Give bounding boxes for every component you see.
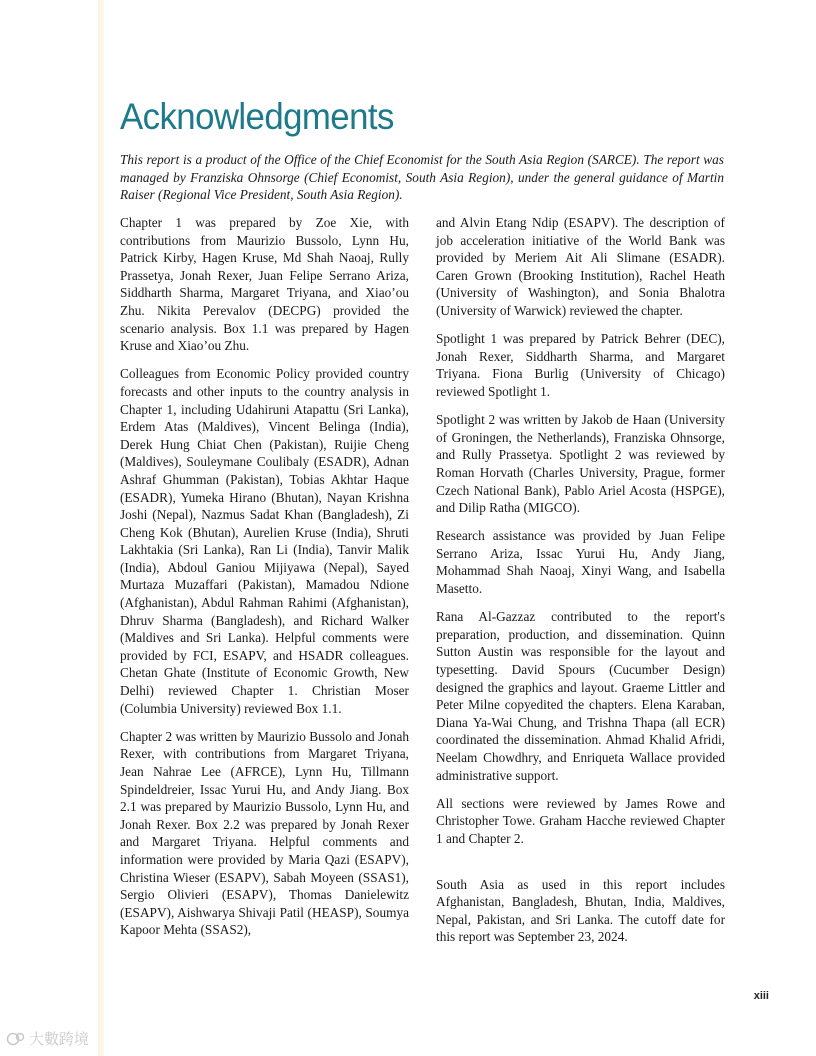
paragraph-spotlight-2: Spotlight 2 was written by Jakob de Haan (University of Groningen, the Netherlands), Franziska Ohnsorge, and Rully Prassetya. Spotlight 2 was reviewed by Roman Horvath (Charles University, Prague, former Czech National Bank), Pablo Ariel Acosta (HSPGE), and Dilip Ratha (MIGCO). [436, 412, 725, 516]
paragraph-production: Rana Al-Gazzaz contributed to the report's preparation, production, and dissemination. Quinn Sutton Austin was responsible for the layout and typesetting. David Spours (Cucumber Design) designed the graphics and layout. Graeme Littler and Peter Milne copyedited the chapters. Elena Karaban, Diana Ya-Wai Chung, and Trishna Thapa (all ECR) coordinated the dissemination. Ahmad Khalid Afridi, Neelam Chowdhry, and Enriqueta Wallace provided administrative support. [436, 609, 725, 783]
watermark-text: 大數跨境 [29, 1030, 90, 1048]
paragraph-research-assistance: Research assistance was provided by Juan Felipe Serrano Ariza, Issac Yurui Hu, Andy Jiang, Mohammad Shah Naoaj, Xinyi Wang, and Isabella Masetto. [436, 528, 725, 597]
watermark-logo-icon [6, 1031, 26, 1047]
paragraph-reviewers: All sections were reviewed by James Rowe and Christopher Towe. Graham Hacche reviewed Chapter 1 and Chapter 2. [436, 795, 725, 846]
paragraph-chapter-1: Chapter 1 was prepared by Zoe Xie, with contributions from Maurizio Bussolo, Lynn Hu, Patrick Kirby, Hagen Kruse, Md Shah Naoaj, Rully Prassetya, Jonah Rexer, Juan Felipe Serrano Ariza, Siddharth Sharma, Margaret Triyana, and Xiao’ou Zhu. Nikita Perevalov (DECPG) provided the scenario analysis. Box 1.1 was prepared by Hagen Kruse and Xiao’ou Zhu. [120, 215, 409, 354]
paragraph-definition: South Asia as used in this report includes Afghanistan, Bangladesh, Bhutan, India, Maldives, Nepal, Pakistan, and Sri Lanka. The cutoff date for this report was September 23, 2024. [436, 876, 725, 945]
paragraph-chapter-2-continued: and Alvin Etang Ndip (ESAPV). The description of job acceleration initiative of the World Bank was provided by Meriem Ait Ali Slimane (ESADR). Caren Grown (Brooking Institution), Rachel Heath (University of Washington), and Sonia Bhalotra (University of Warwick) reviewed the chapter. [436, 215, 725, 318]
page-title: Acknowledgments [120, 96, 394, 137]
left-column [120, 214, 409, 950]
paragraph-economic-policy: Colleagues from Economic Policy provided country forecasts and other inputs to the country analysis in Chapter 1, including Udahiruni Atapattu (Sri Lanka), Erdem Atas (Maldives), Vincent Belinga (India), Derek Hung Chiat Chen (Pakistan), Ruijie Cheng (Maldives), Souleymane Coulibaly (ESADR), Adnan Ashraf Ghumman (Pakistan), Tobias Akhtar Haque (ESADR), Yumeka Hirano (Bhutan), Nayan Krishna Joshi (Nepal), Nazmus Sadat Khan (Bangladesh), Zi Cheng Kok (Bhutan), Aurelien Kruse (India), Shruti Lakhtakia (Sri Lanka), Ran Li (India), Tanvir Malik (India), Abdoul Ganiou Mijiyawa (Nepal), Sayed Murtaza Muzaffari (Pakistan), Mamadou Ndione (Afghanistan), Abdul Rahman Rahimi (Afghanistan), Dhruv Sharma (Bangladesh), and Richard Walker (Maldives and Sri Lanka). Helpful comments were provided by FCI, ESAPV, and HSADR colleagues. Chetan Ghate (Institute of Economic Growth, New Delhi) reviewed Chapter 1. Christian Moser (Columbia University) reviewed Box 1.1. [120, 366, 409, 716]
paragraph-spotlight-1: Spotlight 1 was prepared by Patrick Behrer (DEC), Jonah Rexer, Siddharth Sharma, and Margaret Triyana. Fiona Burlig (University of Chicago) reviewed Spotlight 1. [436, 331, 725, 399]
decorative-side-band [98, 0, 104, 1056]
intro-paragraph: This report is a product of the Office of the Chief Economist for the South Asia Region (SARCE). The report was managed by Franziska Ohnsorge (Chief Economist, South Asia Region), under the general guidance of Martin Raiser (Regional Vice President, South Asia Region). [120, 152, 724, 203]
watermark [6, 1028, 89, 1049]
page-number: xiii [753, 990, 769, 1002]
right-column [436, 214, 725, 957]
paragraph-chapter-2: Chapter 2 was written by Maurizio Bussolo and Jonah Rexer, with contributions from Margaret Triyana, Jean Nahrae Lee (AFRCE), Lynn Hu, Tillmann Spindeldreier, Issac Yurui Hu, and Andy Jiang. Box 2.1 was prepared by Maurizio Bussolo, Lynn Hu, and Jonah Rexer. Box 2.2 was prepared by Jonah Rexer and Margaret Triyana. Helpful comments and information were provided by Maria Qazi (ESAPV), Christina Wieser (ESAPV), Sabah Moyeen (SSAS1), Sergio Olivieri (ESAPV), Thomas Danielewitz (ESAPV), Aishwarya Shivaji Patil (HEASP), Soumya Kapoor Mehta (SSAS2), [120, 728, 409, 938]
